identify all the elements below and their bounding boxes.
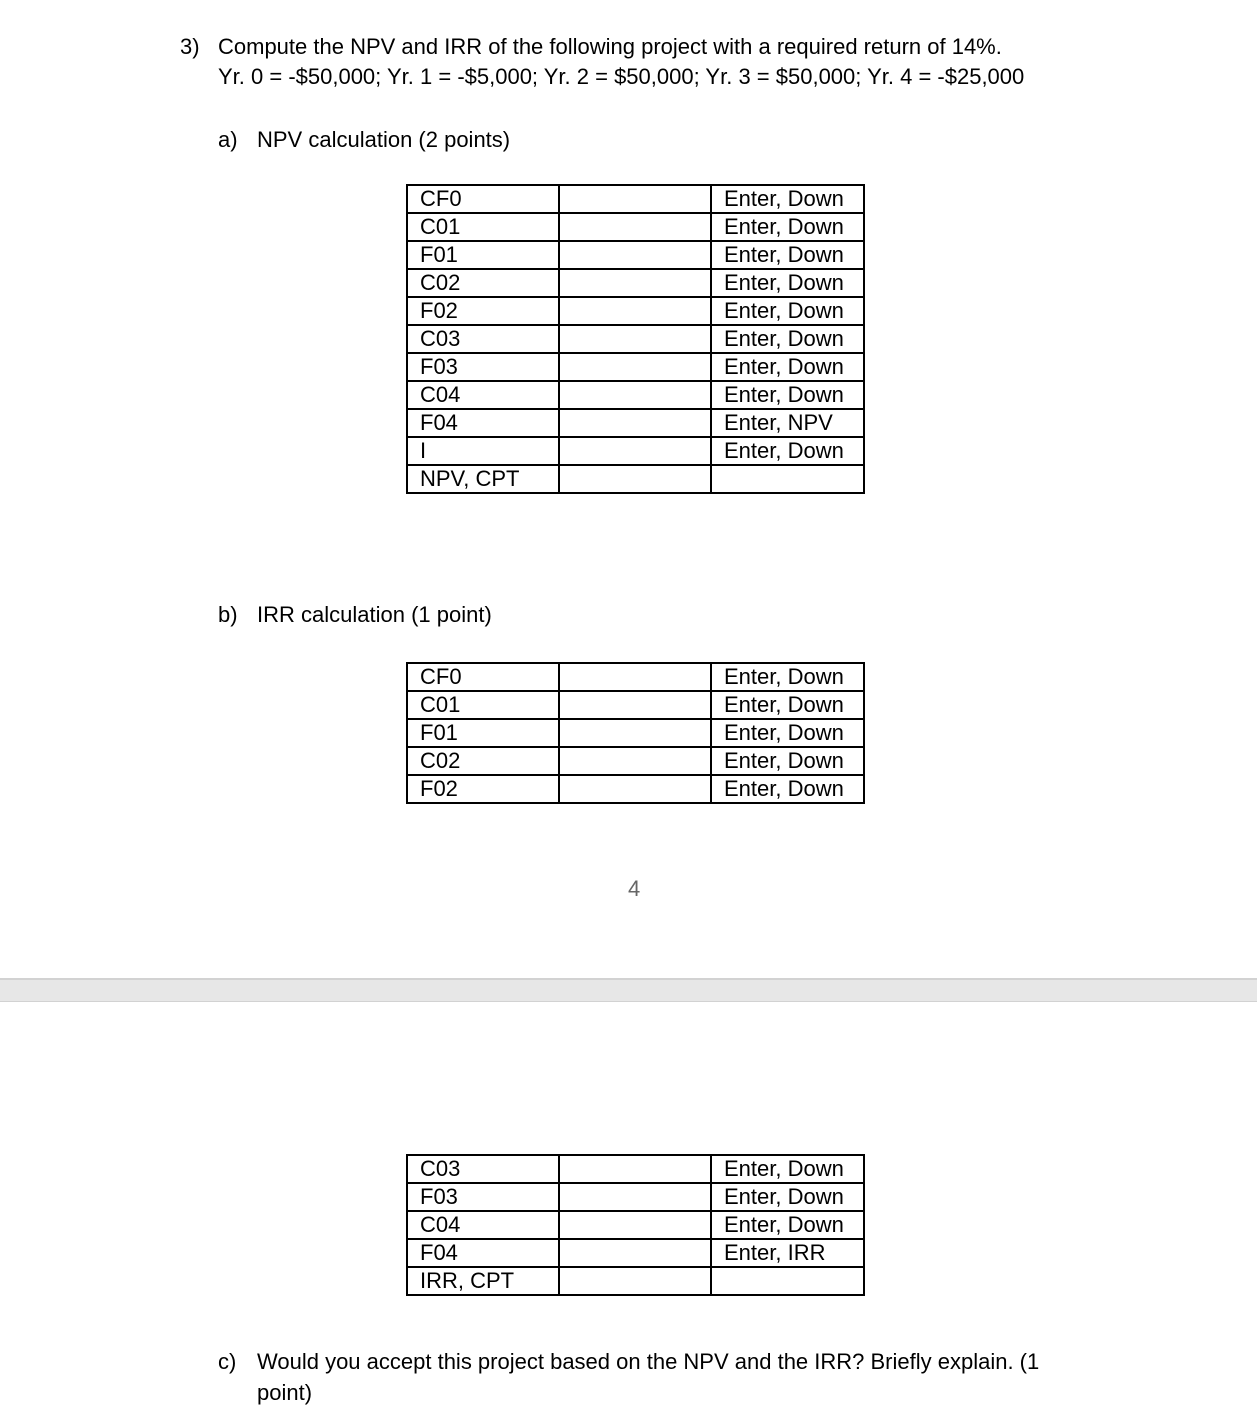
key-cell: C01 [407,213,559,241]
action-cell: Enter, Down [711,241,864,269]
value-cell[interactable] [559,325,711,353]
table-row [407,775,864,803]
value-cell[interactable] [559,437,711,465]
page-break-separator [0,978,1257,1002]
table-row [407,691,864,719]
value-cell[interactable] [559,185,711,213]
part-a-letter: a) [218,127,238,152]
action-cell: Enter, Down [711,1211,864,1239]
key-cell: CF0 [407,663,559,691]
value-cell[interactable] [559,1183,711,1211]
value-cell[interactable] [559,213,711,241]
question-number: 3) [180,34,200,59]
page-number: 4 [628,876,641,901]
question-text-line2: Yr. 0 = -$50,000; Yr. 1 = -$5,000; Yr. 2 = $50,000; Yr. 3 = $50,000; Yr. 4 = -$25,000 [218,64,1025,89]
action-cell: Enter, Down [711,437,864,465]
part-b-letter: b) [218,602,238,627]
action-cell: Enter, Down [711,269,864,297]
action-cell: Enter, Down [711,325,864,353]
value-cell[interactable] [559,775,711,803]
action-cell: Enter, Down [711,775,864,803]
table-row [407,241,864,269]
table-row [407,185,864,213]
key-cell: IRR, CPT [407,1267,559,1295]
key-cell: F02 [407,775,559,803]
value-cell[interactable] [559,241,711,269]
value-cell[interactable] [559,1239,711,1267]
action-cell [711,465,864,493]
key-cell: C04 [407,381,559,409]
key-cell: F03 [407,353,559,381]
key-cell: C03 [407,1155,559,1183]
table-row [407,747,864,775]
key-cell: CF0 [407,185,559,213]
key-cell: F02 [407,297,559,325]
irr-table-page2 [406,1154,865,1296]
action-cell: Enter, Down [711,747,864,775]
key-cell: NPV, CPT [407,465,559,493]
table-row [407,1267,864,1295]
table-row [407,719,864,747]
value-cell[interactable] [559,747,711,775]
npv-table [406,184,865,494]
part-a-title: NPV calculation (2 points) [257,127,511,152]
action-cell: Enter, Down [711,381,864,409]
value-cell[interactable] [559,269,711,297]
action-cell: Enter, Down [711,691,864,719]
table-row [407,409,864,437]
action-cell: Enter, Down [711,213,864,241]
action-cell: Enter, Down [711,353,864,381]
part-c-question-line1: Would you accept this project based on the NPV and the IRR? Briefly explain. (1 [257,1349,1040,1374]
key-cell: C02 [407,747,559,775]
table-row [407,437,864,465]
key-cell: C04 [407,1211,559,1239]
table-row [407,465,864,493]
key-cell: C03 [407,325,559,353]
value-cell[interactable] [559,1155,711,1183]
key-cell: F04 [407,409,559,437]
action-cell [711,1267,864,1295]
action-cell: Enter, NPV [711,409,864,437]
value-cell[interactable] [559,719,711,747]
key-cell: C01 [407,691,559,719]
table-row [407,663,864,691]
action-cell: Enter, Down [711,719,864,747]
value-cell[interactable] [559,1267,711,1295]
action-cell: Enter, Down [711,1183,864,1211]
part-c-question-line2: point) [257,1380,313,1405]
table-row [407,1183,864,1211]
key-cell: F04 [407,1239,559,1267]
action-cell: Enter, IRR [711,1239,864,1267]
value-cell[interactable] [559,1211,711,1239]
value-cell[interactable] [559,409,711,437]
value-cell[interactable] [559,353,711,381]
action-cell: Enter, Down [711,297,864,325]
value-cell[interactable] [559,297,711,325]
part-b-title: IRR calculation (1 point) [257,602,492,627]
table-row [407,1239,864,1267]
action-cell: Enter, Down [711,663,864,691]
value-cell[interactable] [559,691,711,719]
table-row [407,325,864,353]
value-cell[interactable] [559,663,711,691]
table-row [407,297,864,325]
action-cell: Enter, Down [711,1155,864,1183]
question-text-line1: Compute the NPV and IRR of the following project with a required return of 14%. [218,34,1002,59]
table-row [407,353,864,381]
table-row [407,1211,864,1239]
key-cell: F01 [407,719,559,747]
table-row [407,381,864,409]
key-cell: F01 [407,241,559,269]
part-c-letter: c) [218,1349,237,1374]
key-cell: I [407,437,559,465]
value-cell[interactable] [559,465,711,493]
irr-table-page1 [406,662,865,804]
key-cell: C02 [407,269,559,297]
key-cell: F03 [407,1183,559,1211]
table-row [407,213,864,241]
action-cell: Enter, Down [711,185,864,213]
value-cell[interactable] [559,381,711,409]
table-row [407,1155,864,1183]
table-row [407,269,864,297]
